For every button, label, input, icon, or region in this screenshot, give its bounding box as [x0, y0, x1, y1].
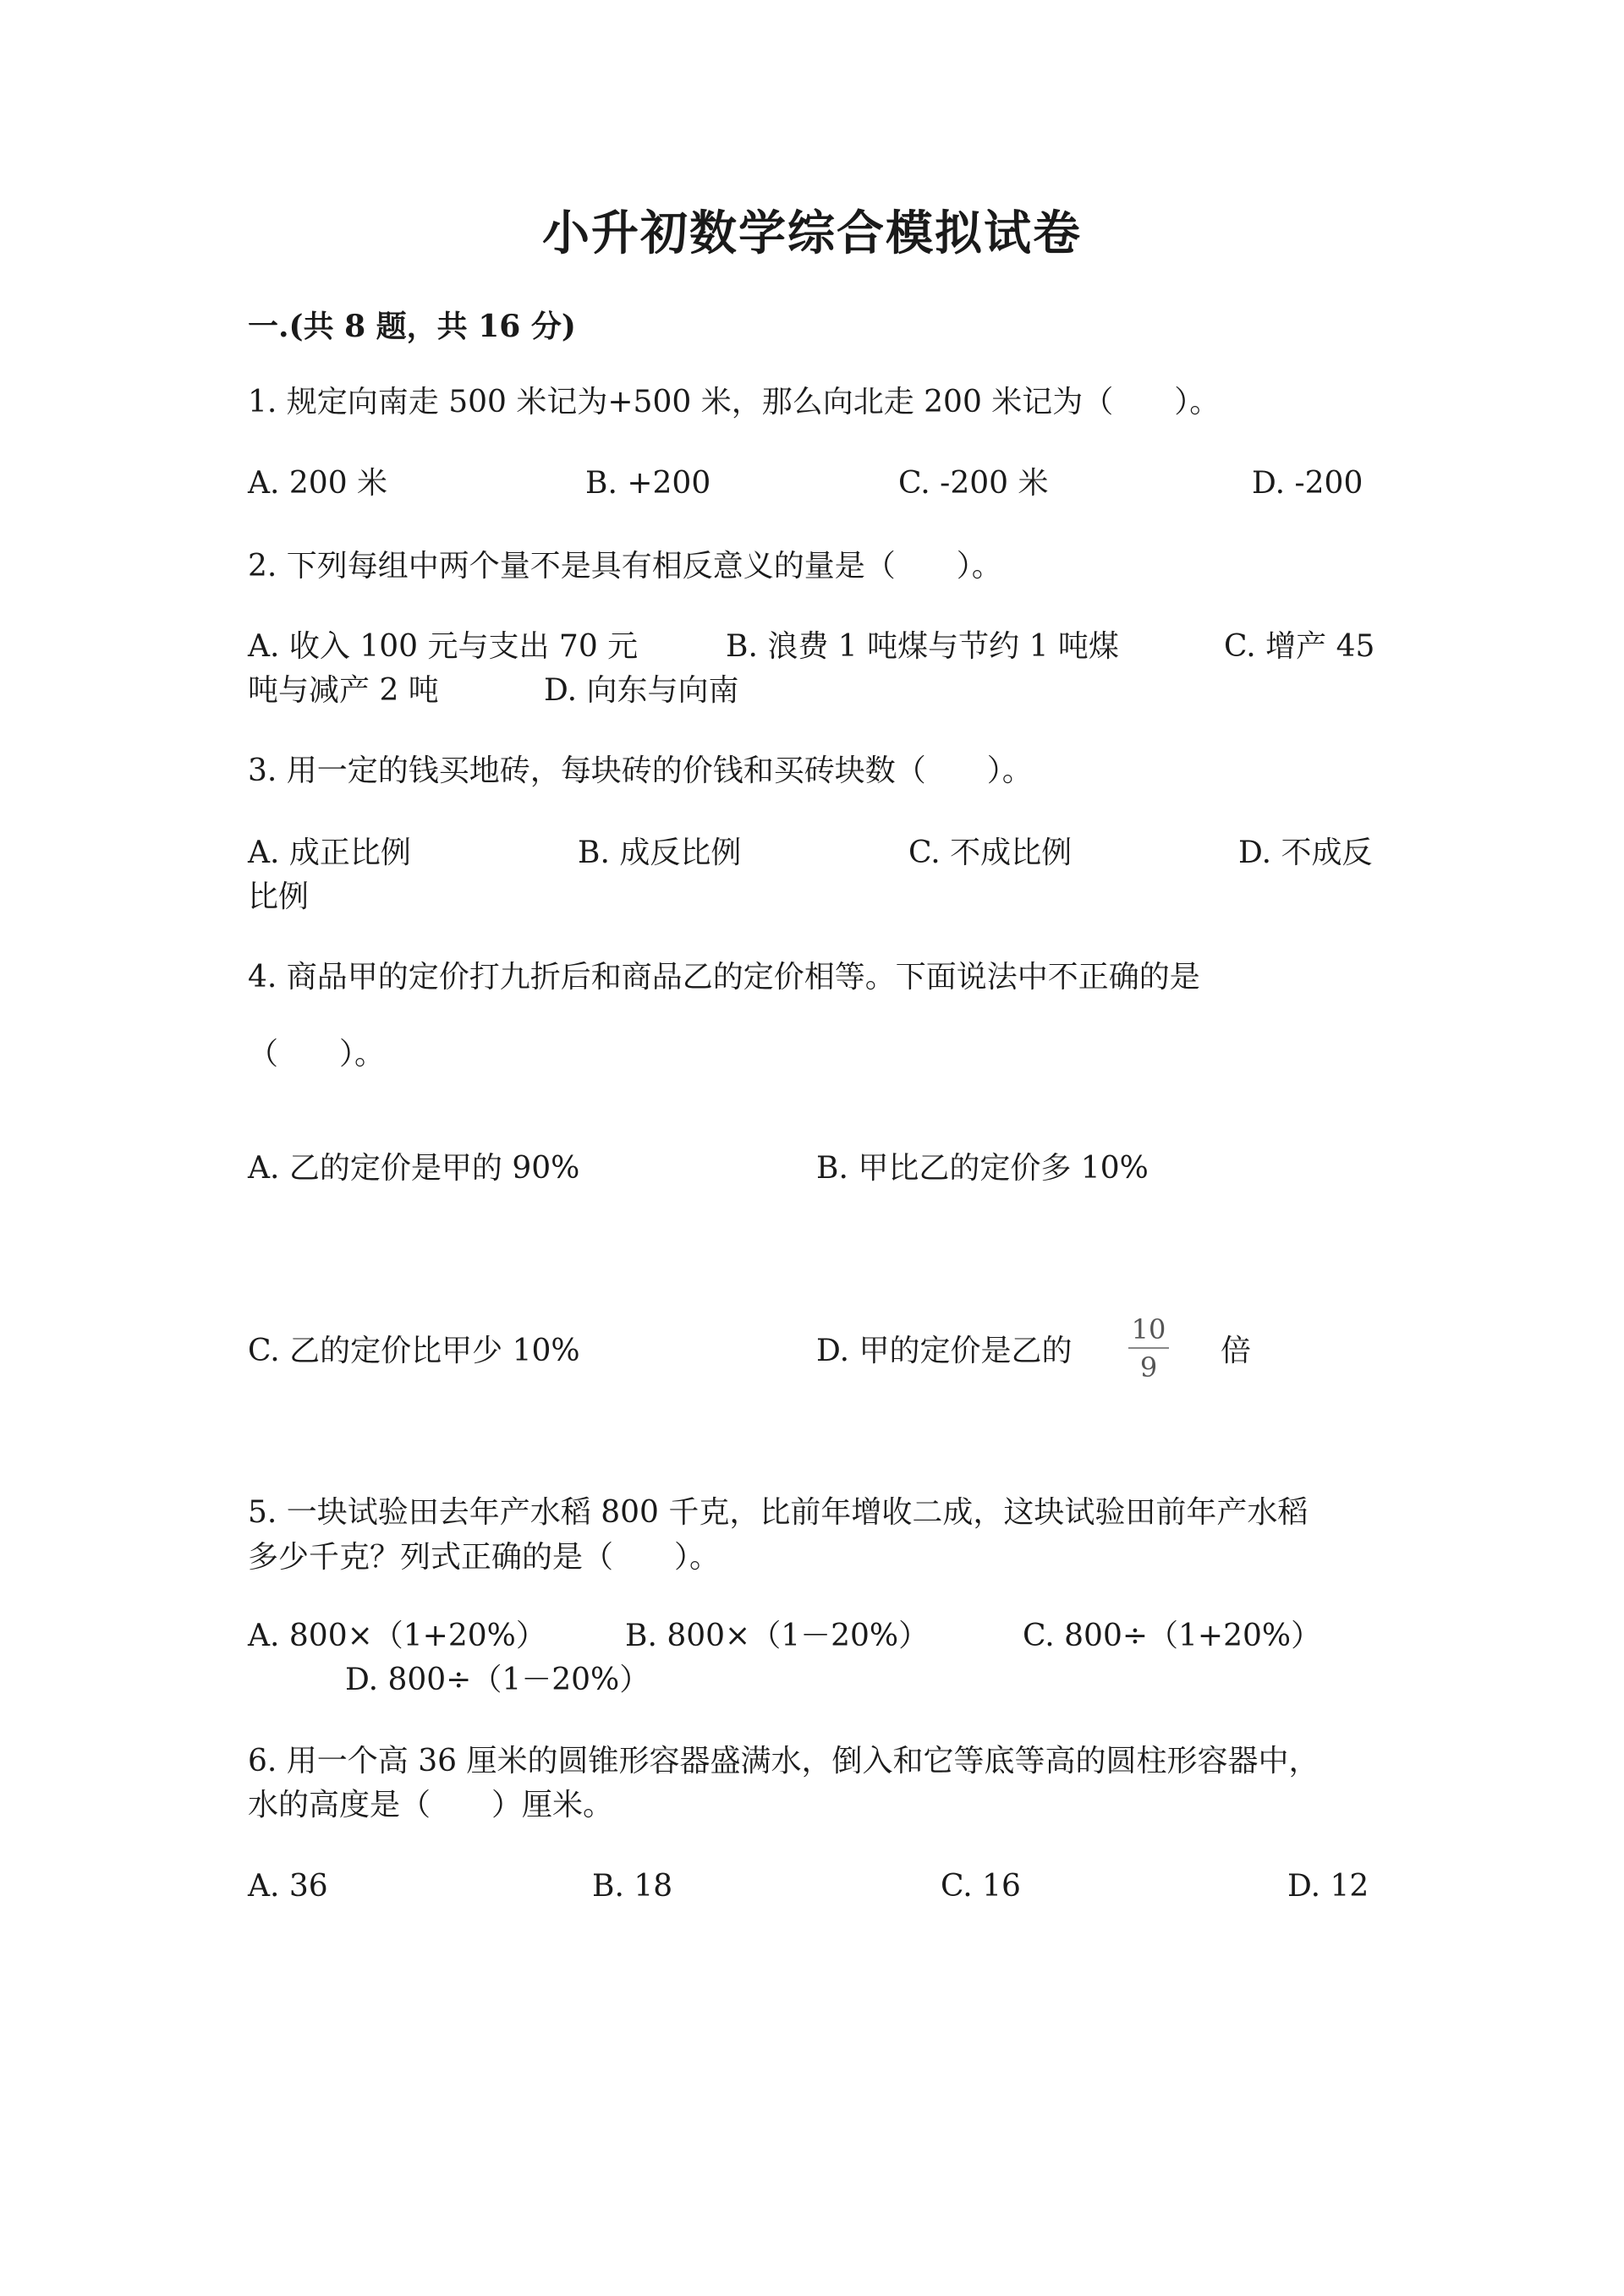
question-6-option-a: A. 36	[248, 1869, 328, 1904]
question-3-option-c: C. 不成比例	[908, 836, 1073, 870]
question-5-option-b: B. 800×（1－20%）	[625, 1619, 930, 1653]
question-6-stem: 6. 用一个高 36 厘米的圆锥形容器盛满水，倒入和它等底等高的圆柱形容器中，	[248, 1744, 1320, 1778]
question-6-option-d: D. 12	[1287, 1869, 1369, 1904]
question-5-stem-cont: 多少千克？列式正确的是（ ）。	[248, 1540, 721, 1575]
question-1-option-c: C. -200 米	[898, 466, 1049, 501]
section-heading: 一.(共 8 题，共 16 分)	[248, 309, 576, 344]
question-3-option-a: A. 成正比例	[248, 836, 411, 870]
page-title: 小升初数学综合模拟试卷	[542, 205, 1082, 261]
question-3-option-d-cont: 比例	[248, 879, 310, 914]
question-4-stem-cont: （ ）。	[248, 1037, 386, 1071]
question-3-option-b: B. 成反比例	[578, 836, 742, 870]
question-4-stem: 4. 商品甲的定价打九折后和商品乙的定价相等。下面说法中不正确的是	[248, 960, 1200, 995]
question-1-option-b: B. +200	[585, 466, 711, 501]
question-6-option-b: B. 18	[592, 1869, 673, 1904]
question-1-stem: 1. 规定向南走 500 米记为+500 米，那么向北走 200 米记为（ ）。	[248, 385, 1221, 419]
question-1-option-d: D. -200	[1252, 466, 1363, 501]
fraction-bar	[1128, 1347, 1169, 1349]
question-1-option-a: A. 200 米	[248, 466, 388, 501]
question-5-option-d: D. 800÷（1－20%）	[345, 1663, 650, 1697]
question-6-stem-cont: 水的高度是（ ）厘米。	[248, 1788, 614, 1822]
question-2-option-c-cont: 吨与减产 2 吨	[248, 673, 439, 708]
fraction-numerator: 10	[1131, 1313, 1166, 1345]
question-3-stem: 3. 用一定的钱买地砖，每块砖的价钱和买砖块数（ ）。	[248, 753, 1033, 788]
question-4-option-b: B. 甲比乙的定价多 10%	[816, 1151, 1149, 1186]
question-4-option-a: A. 乙的定价是甲的 90%	[248, 1151, 580, 1186]
question-2-option-b: B. 浪费 1 吨煤与节约 1 吨煤	[726, 629, 1119, 664]
question-4-option-d-suffix: 倍	[1221, 1334, 1252, 1368]
question-4-option-c: C. 乙的定价比甲少 10%	[248, 1334, 580, 1368]
question-2-option-d: D. 向东与向南	[544, 673, 739, 708]
question-2-stem: 2. 下列每组中两个量不是具有相反意义的量是（ ）。	[248, 549, 1002, 584]
question-5-option-a: A. 800×（1+20%）	[248, 1619, 546, 1653]
fraction-denominator: 9	[1139, 1351, 1158, 1384]
question-5-stem: 5. 一块试验田去年产水稻 800 千克，比前年增收二成，这块试验田前年产水稻	[248, 1495, 1309, 1530]
question-2-option-a: A. 收入 100 元与支出 70 元	[248, 629, 639, 664]
question-2-option-c: C. 增产 45	[1224, 629, 1375, 664]
question-5-option-c: C. 800÷（1+20%）	[1023, 1619, 1322, 1653]
question-4-option-d: D. 甲的定价是乙的	[816, 1334, 1073, 1368]
question-6-option-c: C. 16	[941, 1869, 1021, 1904]
fraction-ten-ninths	[1125, 1313, 1172, 1384]
question-3-option-d: D. 不成反	[1238, 836, 1373, 870]
